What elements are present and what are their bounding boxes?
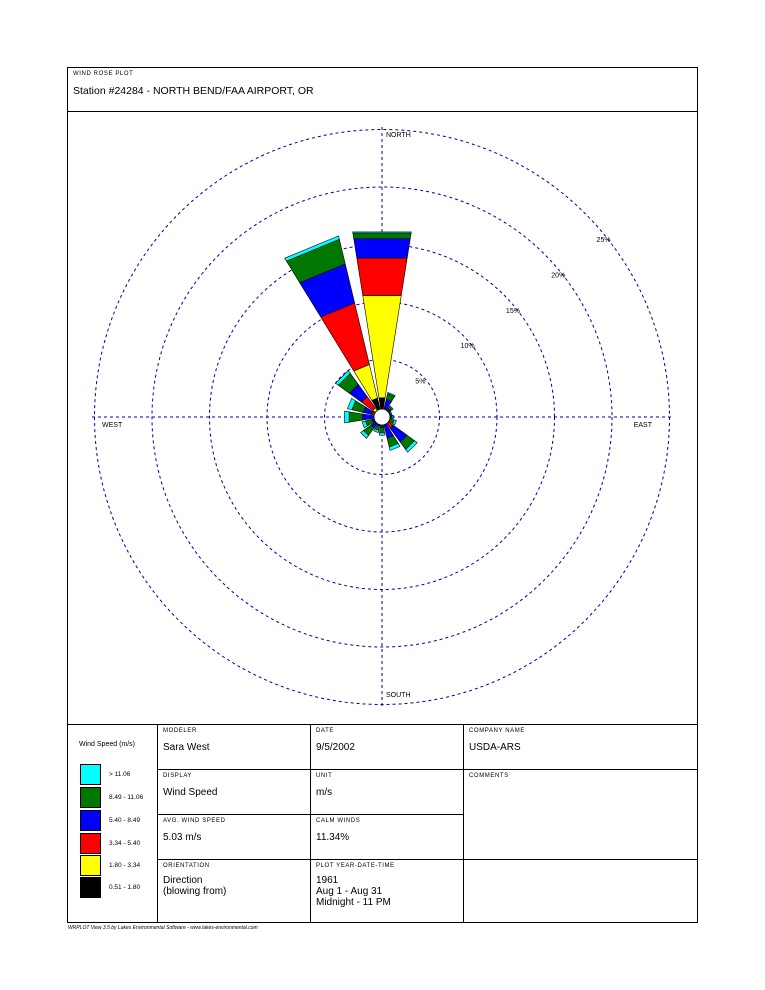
legend-divider bbox=[157, 724, 158, 922]
station-title: Station #24284 - NORTH BEND/FAA AIRPORT, OR bbox=[73, 85, 314, 97]
row3-divider bbox=[157, 859, 698, 860]
avg-wind-speed-value: 5.03 m/s bbox=[163, 832, 202, 843]
modeler-label: MODELER bbox=[163, 728, 197, 734]
row2-divider bbox=[157, 814, 463, 815]
col3-divider bbox=[463, 724, 464, 922]
ring-label-4: 25% bbox=[596, 236, 611, 244]
rose-segment-dir4-class0 bbox=[392, 415, 393, 419]
chart-bottom-divider bbox=[67, 724, 698, 725]
rose-segment-dir12-class0 bbox=[345, 411, 350, 423]
direction-label-east: EAST bbox=[633, 422, 652, 429]
rose-segment-dir0-class3 bbox=[357, 258, 407, 295]
col2-divider bbox=[310, 724, 311, 922]
orientation-label: ORIENTATION bbox=[163, 863, 210, 869]
orientation-value-1: Direction bbox=[163, 875, 203, 886]
orientation-value-2: (blowing from) bbox=[163, 886, 227, 897]
row1-divider bbox=[157, 769, 698, 770]
display-label: DISPLAY bbox=[163, 773, 193, 779]
unit-label: UNIT bbox=[316, 773, 333, 779]
rose-segment-dir0-class0 bbox=[353, 232, 412, 233]
display-value: Wind Speed bbox=[163, 787, 218, 798]
plot-dates-value: Aug 1 - Aug 31 bbox=[316, 886, 383, 897]
wind-rose-chart bbox=[67, 112, 698, 724]
date-value: 9/5/2002 bbox=[316, 742, 355, 753]
legend-label-1: 8.49 - 11.06 bbox=[109, 794, 144, 801]
legend-swatch-3 bbox=[80, 833, 101, 854]
calm-circle bbox=[374, 409, 390, 425]
legend-title: Wind Speed (m/s) bbox=[79, 741, 136, 748]
direction-label-north: NORTH bbox=[386, 132, 411, 139]
legend-label-4: 1.80 - 3.34 bbox=[109, 862, 141, 869]
legend-label-5: 0.51 - 1.80 bbox=[109, 884, 141, 891]
rose-segment-dir0-class2 bbox=[354, 239, 410, 258]
legend-swatch-1 bbox=[80, 787, 101, 808]
legend-label-3: 3.34 - 5.40 bbox=[109, 840, 141, 847]
legend-swatch-4 bbox=[80, 855, 101, 876]
unit-value: m/s bbox=[316, 787, 333, 798]
direction-label-south: SOUTH bbox=[386, 692, 411, 699]
date-label: DATE bbox=[316, 728, 334, 734]
company-value: USDA-ARS bbox=[469, 742, 521, 753]
ring-label-2: 15% bbox=[505, 307, 520, 315]
ring-label-0: 5% bbox=[415, 378, 426, 386]
rose-segment-dir12-class1 bbox=[349, 412, 363, 422]
software-credit: WRPLOT View 3.5 by Lakes Environmental Software - www.lakes-environmental.com bbox=[68, 925, 258, 931]
plot-type-label: WIND ROSE PLOT bbox=[73, 71, 134, 77]
plot-year-value: 1961 bbox=[316, 875, 339, 886]
calm-winds-label: CALM WINDS bbox=[316, 818, 361, 824]
rose-segment-dir8-class1 bbox=[379, 427, 384, 433]
legend-swatch-0 bbox=[80, 764, 101, 785]
calm-winds-value: 11.34% bbox=[316, 832, 350, 843]
direction-label-west: WEST bbox=[102, 422, 123, 429]
rose-segment-dir8-class0 bbox=[379, 433, 385, 435]
rose-segment-dir0-class1 bbox=[353, 233, 411, 239]
plot-time-label: PLOT YEAR-DATE-TIME bbox=[316, 863, 395, 869]
legend-swatch-5 bbox=[80, 877, 101, 898]
legend-swatch-2 bbox=[80, 810, 101, 831]
plot-time-value: Midnight - 11 PM bbox=[316, 897, 391, 908]
ring-label-3: 20% bbox=[551, 272, 566, 280]
avg-wind-speed-label: AVG. WIND SPEED bbox=[163, 818, 226, 824]
company-label: COMPANY NAME bbox=[469, 728, 525, 734]
ring-label-1: 10% bbox=[460, 343, 475, 351]
comments-label: COMMENTS bbox=[469, 773, 509, 779]
legend-label-0: > 11.06 bbox=[109, 771, 131, 778]
modeler-value: Sara West bbox=[163, 742, 210, 753]
legend-label-2: 5.40 - 8.49 bbox=[109, 817, 141, 824]
